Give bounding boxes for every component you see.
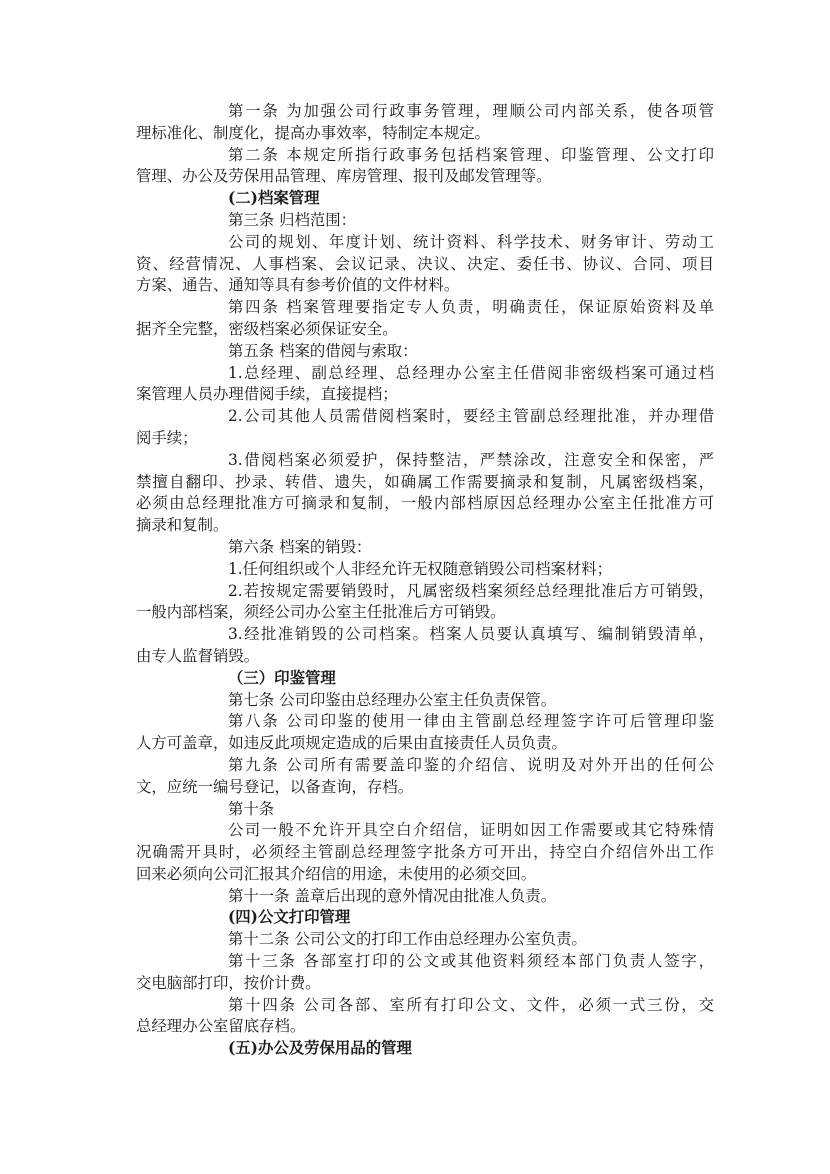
text-line: 据齐全完整，密级档案必须保证安全。: [136, 319, 398, 338]
text-line: 第十条: [228, 799, 275, 818]
section-heading: (四)公文打印管理: [228, 908, 351, 927]
text-line: 案管理人员办理借阅手续，直接提档；: [136, 385, 398, 404]
text-line: 第六条 档案的销毁：: [228, 537, 372, 556]
text-line: 3.借阅档案必须爱护，保持整洁，严禁涂改，注意安全和保密，严: [228, 450, 714, 469]
text-line: 第五条 档案的借阅与索取：: [228, 341, 418, 360]
section-heading: (五)办公及劳保用品的管理: [228, 1039, 412, 1058]
text-line: 由专人监督销毁。: [136, 646, 260, 665]
document-body: [136, 101, 714, 1060]
text-line: 第十一条 盖章后出现的意外情况由批准人负责。: [228, 886, 557, 905]
text-line: 况确需开具时，必须经主管副总经理签字批条方可开出，持空白介绍信外出工作: [136, 843, 714, 862]
text-line: 理标准化、制度化，提高办事效率，特制定本规定。: [136, 123, 490, 142]
text-line: 1.任何组织或个人非经允许无权随意销毁公司档案材料；: [228, 559, 613, 578]
text-line: 摘录和复制。: [136, 516, 229, 535]
text-line: 资、经营情况、人事档案、会议记录、决议、决定、委任书、协议、合同、项目: [136, 254, 714, 273]
text-line: 总经理办公室留底存档。: [136, 1017, 306, 1036]
text-line: 2.若按规定需要销毁时，凡属密级档案须经总经理批准后方可销毁，: [228, 581, 714, 600]
text-line: 1.总经理、副总经理、总经理办公室主任借阅非密级档案可通过档: [228, 363, 714, 382]
text-line: 第十四条 公司各部、室所有打印公文、文件，必须一式三份，交: [228, 995, 714, 1014]
text-line: 公司的规划、年度计划、统计资料、科学技术、财务审计、劳动工: [228, 232, 714, 251]
text-line: 第十三条 各部室打印的公文或其他资料须经本部门负责人签字，: [228, 952, 714, 971]
text-line: 第三条 归档范围：: [228, 210, 357, 229]
text-line: 文，应统一编号登记，以备查询，存档。: [136, 777, 414, 796]
text-line: 回来必须向公司汇报其介绍信的用途，未使用的必须交回。: [136, 864, 537, 883]
text-line: 第七条 公司印鉴由总经理办公室主任负责保管。: [228, 690, 557, 709]
text-line: 第十二条 公司公文的打印工作由总经理办公室负责。: [228, 930, 587, 949]
text-line: 第一条 为加强公司行政事务管理，理顺公司内部关系，使各项管: [228, 102, 714, 120]
text-line: 阅手续；: [136, 428, 198, 447]
text-line: 禁擅自翻印、抄录、转借、遗失，如确属工作需要摘录和复制，凡属密级档案，: [136, 472, 714, 491]
text-line: 第九条 公司所有需要盖印鉴的介绍信、说明及对外开出的任何公: [228, 755, 714, 774]
text-line: 必须由总经理批准方可摘录和复制，一般内部档原因总经理办公室主任批准方可: [136, 494, 714, 513]
section-heading: (二)档案管理: [228, 189, 320, 208]
text-line: 第八条 公司印鉴的使用一律由主管副总经理签字许可后管理印鉴: [228, 712, 714, 731]
text-line: 2.公司其他人员需借阅档案时，要经主管副总经理批准，并办理借: [228, 407, 714, 426]
text-line: 第四条 档案管理要指定专人负责，明确责任，保证原始资料及单: [228, 298, 714, 317]
text-line: 第二条 本规定所指行政事务包括档案管理、印鉴管理、公文打印: [228, 145, 714, 164]
text-line: 管理、办公及劳保用品管理、库房管理、报刊及邮发管理等。: [136, 167, 552, 186]
text-line: 一般内部档案，须经公司办公室主任批准后方可销毁。: [136, 603, 506, 622]
text-line: 人方可盖章，如违反此项规定造成的后果由直接责任人员负责。: [136, 734, 567, 753]
text-line: 公司一般不允许开具空白介绍信，证明如因工作需要或其它特殊情: [228, 821, 714, 840]
text-line: 交电脑部打印，按价计费。: [136, 973, 321, 992]
text-line: 3.经批准销毁的公司档案。档案人员要认真填写、编制销毁清单，: [228, 625, 714, 644]
text-line: 方案、通告、通知等具有参考价值的文件材料。: [136, 276, 460, 295]
section-heading: （三）印鉴管理: [228, 668, 336, 687]
